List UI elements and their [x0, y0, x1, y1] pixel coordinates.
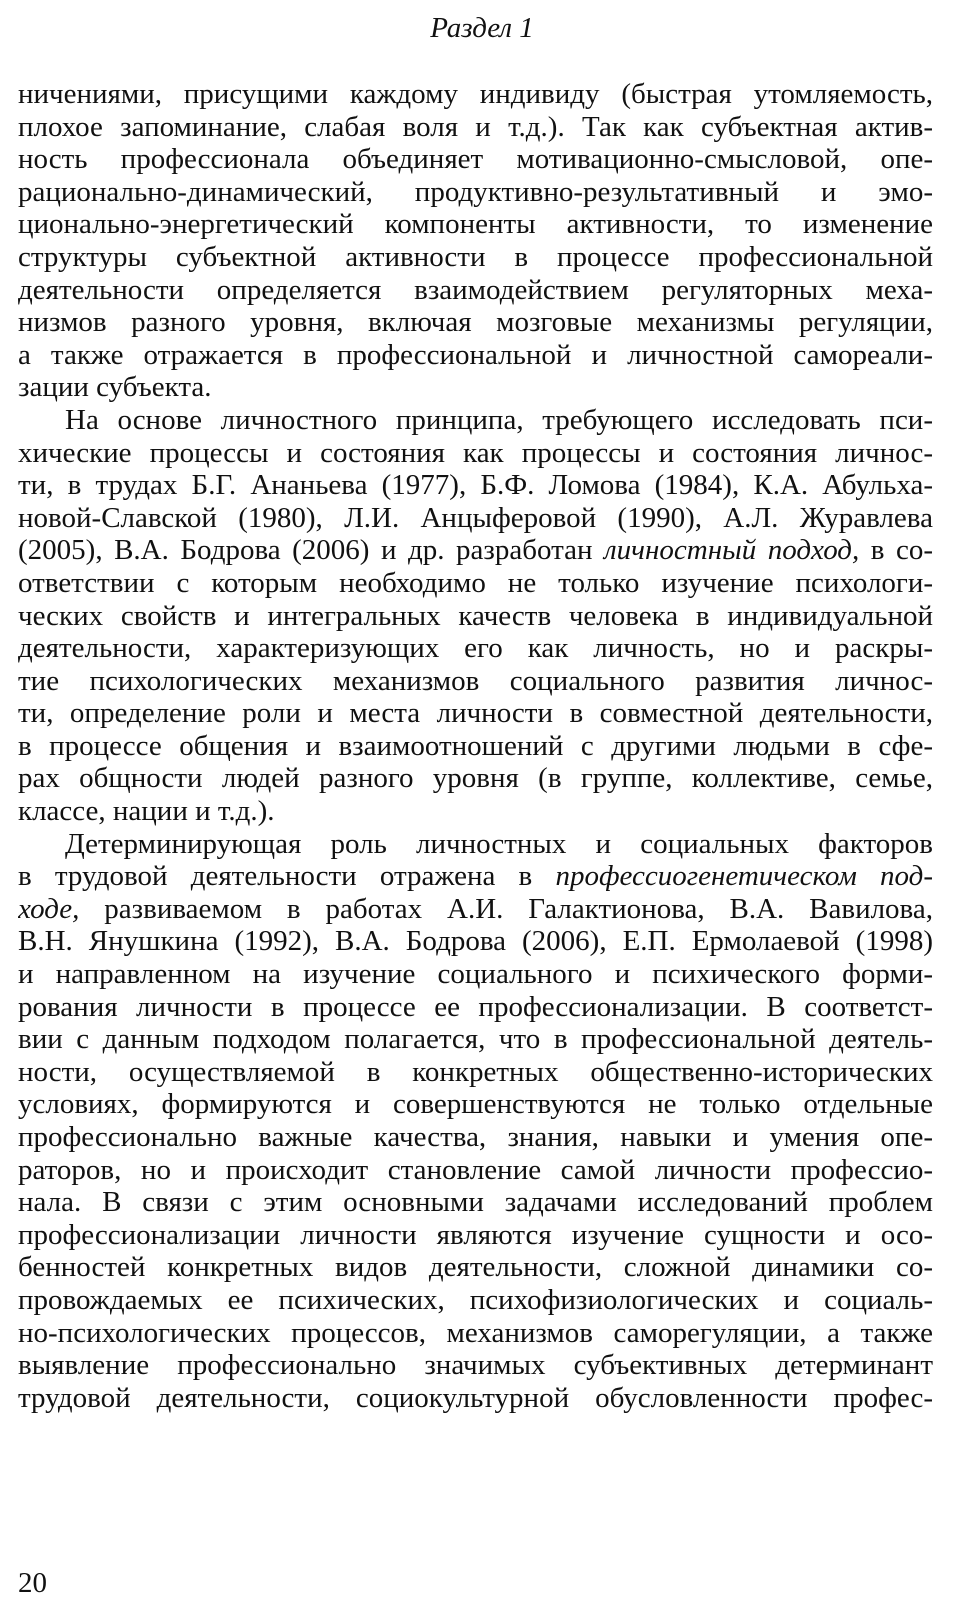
text-segment: На основе личностного принципа, требующего исследовать пси- [65, 403, 933, 436]
text-segment: новой-Славской (1980), Л.И. Анцыферовой (1990), А.Л. Журавлева [18, 501, 933, 534]
text-segment: рования личности в процессе ее профессионализации. В соответст- [18, 990, 933, 1023]
text-line [18, 1317, 933, 1350]
text-line [18, 730, 933, 763]
text-segment: но-психологических процессов, механизмов саморегуляции, а также [18, 1316, 933, 1349]
text-segment: ционально-энергетический компоненты активности, то изменение [18, 208, 933, 241]
text-segment: структуры субъектной активности в процессе профессиональной [18, 240, 933, 273]
text-line [18, 404, 933, 437]
text-segment: нала. В связи с этим основными задачами исследований проблем [18, 1186, 933, 1219]
text-line [18, 1284, 933, 1317]
text-segment: деятельности, характеризующих его как личность, но и раскры- [18, 632, 933, 665]
text-line [18, 1056, 933, 1089]
text-segment: низмов разного уровня, включая мозговые механизмы регуляции, [18, 306, 933, 339]
text-segment: классе, нации и т.д.). [18, 795, 275, 828]
text-line [18, 665, 933, 698]
text-line [18, 469, 933, 502]
text-segment: ности, осуществляемой в конкретных общественно-исторических [18, 1055, 933, 1088]
text-line [18, 567, 933, 600]
text-line [18, 600, 933, 633]
text-line [18, 1219, 933, 1252]
text-line [18, 274, 933, 307]
text-segment: раторов, но и происходит становление самой личности профессио- [18, 1153, 933, 1186]
text-line [18, 502, 933, 535]
text-line [18, 437, 933, 470]
text-line [18, 762, 933, 795]
text-line [18, 339, 933, 372]
italic-term: личностный подход, [604, 534, 860, 567]
text-segment: трудовой деятельности, социокультурной обусловленности профес- [18, 1381, 933, 1414]
text-segment: условиях, формируются и совершенствуются не только отдельные [18, 1088, 933, 1121]
page-number: 20 [18, 1567, 47, 1599]
text-line [18, 143, 933, 176]
text-line [18, 241, 933, 274]
text-line [18, 632, 933, 665]
running-header: Раздел 1 [430, 12, 534, 44]
text-segment: ческих свойств и интегральных качеств человека в индивидуальной [18, 599, 933, 632]
text-line [18, 306, 933, 339]
text-line [18, 176, 933, 209]
text-segment: тие психологических механизмов социального развития личнос- [18, 664, 933, 697]
text-line [18, 828, 933, 861]
text-segment: Детерминирующая роль личностных и социальных факторов [65, 827, 933, 860]
text-segment: профессионализации личности являются изучение сущности и осо- [18, 1218, 933, 1251]
text-segment: ничениями, присущими каждому индивиду (быстрая утомляемость, [18, 78, 933, 110]
text-segment: деятельности определяется взаимодействием регуляторных меха- [18, 273, 933, 306]
text-segment: ти, определение роли и места личности в совместной деятельности, [18, 697, 933, 730]
text-segment: зации субъекта. [18, 371, 212, 404]
body-text [18, 78, 933, 1414]
text-segment: ти, в трудах Б.Г. Ананьева (1977), Б.Ф. Ломова (1984), К.А. Абульха- [18, 469, 933, 502]
text-line [18, 1121, 933, 1154]
text-segment: (2005), В.А. Бодрова (2006) и др. разработан [18, 534, 605, 567]
text-segment: в со- [859, 534, 933, 567]
text-line [18, 991, 933, 1024]
italic-term: профессиогенетическом под- [555, 860, 933, 893]
text-line [18, 208, 933, 241]
text-segment: в процессе общения и взаимоотношений с другими людьми в сфе- [18, 729, 933, 762]
text-line [18, 111, 933, 144]
text-segment: В.Н. Янушкина (1992), В.А. Бодрова (2006), Е.П. Ермолаевой (1998) [18, 925, 933, 958]
text-segment: рационально-динамический, продуктивно-результативный и эмо- [18, 175, 933, 208]
text-line [18, 1251, 933, 1284]
text-segment: хические процессы и состояния как процессы и состояния личнос- [18, 436, 933, 469]
text-segment: в трудовой деятельности отражена в [18, 860, 556, 893]
text-line [18, 1186, 933, 1219]
text-segment: ответствии с которым необходимо не только изучение психологи- [18, 566, 933, 599]
italic-term: ходе, [18, 892, 80, 925]
text-line [18, 1349, 933, 1382]
text-line [18, 893, 933, 926]
text-line [18, 697, 933, 730]
text-segment: провождаемых ее психических, психофизиологических и социаль- [18, 1283, 933, 1316]
text-segment: рах общности людей разного уровня (в группе, коллективе, семье, [18, 762, 933, 795]
text-line [18, 371, 933, 404]
text-segment: бенностей конкретных видов деятельности, сложной динамики со- [18, 1251, 933, 1284]
text-line [18, 1023, 933, 1056]
text-segment: и направленном на изучение социального и психического форми- [18, 958, 933, 991]
text-segment: а также отражается в профессиональной и личностной самореали- [18, 338, 933, 371]
text-segment: выявление профессионально значимых субъективных детерминант [18, 1349, 933, 1382]
text-line [18, 958, 933, 991]
text-segment: плохое запоминание, слабая воля и т.д.). Так как субъектная актив- [18, 110, 933, 143]
text-line [18, 860, 933, 893]
text-line [18, 78, 933, 111]
text-line [18, 925, 933, 958]
text-line [18, 795, 933, 828]
text-segment: вии с данным подходом полагается, что в профессиональной деятель- [18, 1023, 933, 1056]
text-line [18, 1154, 933, 1187]
text-segment: профессионально важные качества, знания, навыки и умения опе- [18, 1121, 933, 1153]
text-line [18, 1088, 933, 1121]
text-line [18, 534, 933, 567]
text-segment: развиваемом в работах А.И. Галактионова, В.А. Вавилова, [79, 892, 933, 925]
text-line [18, 1382, 933, 1415]
text-segment: ность профессионала объединяет мотивационно-смысловой, опе- [18, 143, 933, 176]
